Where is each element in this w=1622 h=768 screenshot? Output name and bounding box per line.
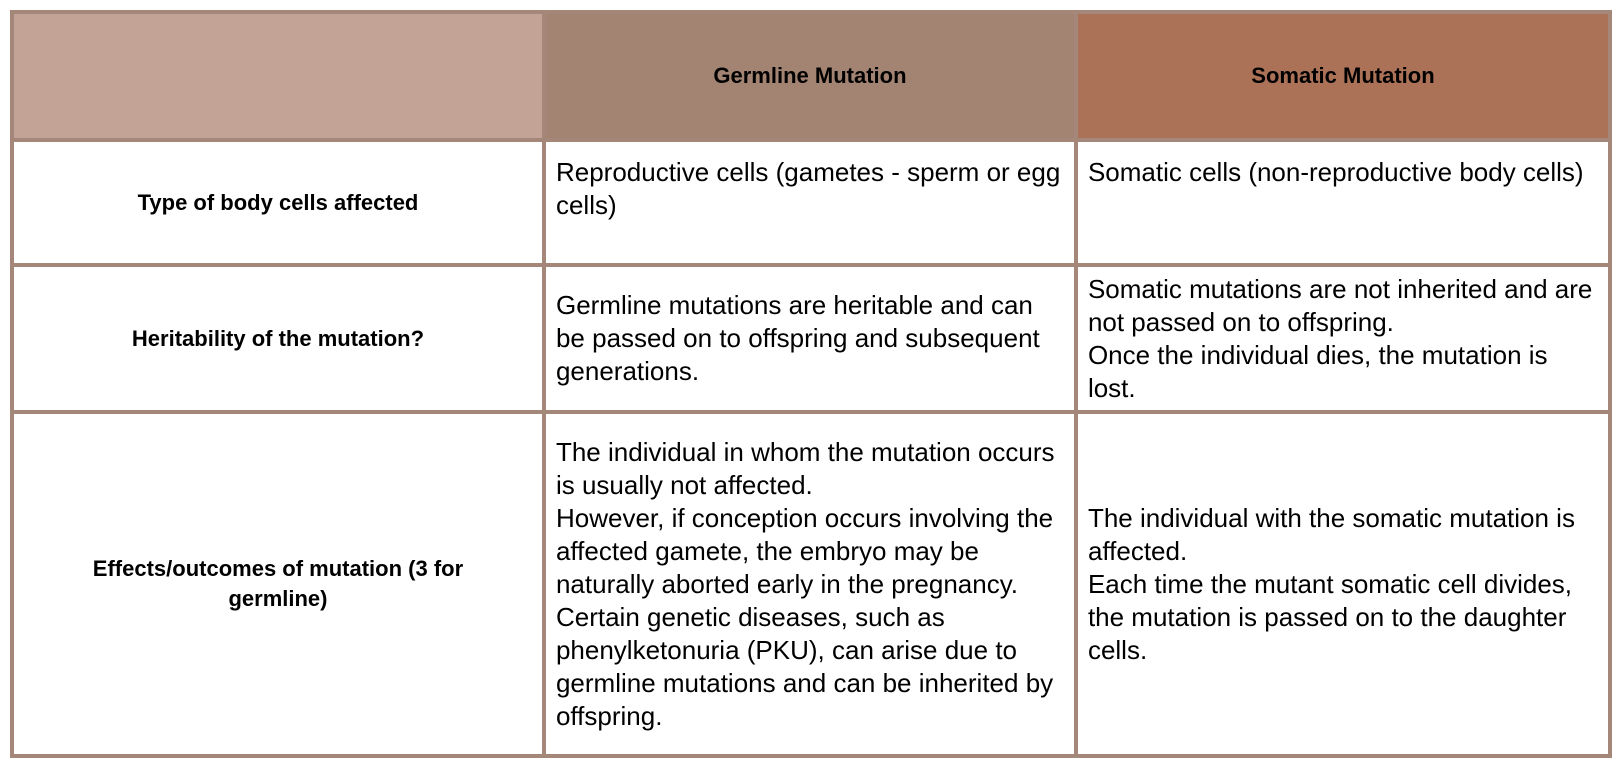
cell-text: Certain genetic diseases, such as phenylketonuria (PKU), can arise due to germline mutations and can be inherited by offspring. xyxy=(555,601,1054,731)
somatic-effects xyxy=(1078,414,1608,754)
cell-text: The individual in whom the mutation occurs is usually not affected. xyxy=(555,436,1055,500)
table-row xyxy=(14,414,1608,754)
cell-text: Each time the mutant somatic cell divides, the mutation is passed on to the daughter cells. xyxy=(1087,568,1573,665)
cell-text: Somatic cells (non-reproductive body cells) xyxy=(1087,157,1584,188)
comparison-table-frame xyxy=(10,10,1612,758)
cell-text: However, if conception occurs involving the affected gamete, the embryo may be naturally aborted early in the pregnancy. xyxy=(555,502,1054,599)
somatic-heritability xyxy=(1078,267,1608,411)
germline-heritability xyxy=(546,267,1074,411)
cell-text: Reproductive cells (gametes - sperm or egg cells) xyxy=(555,157,1061,221)
header-somatic-mutation: Somatic Mutation xyxy=(1078,14,1608,138)
cell-text: Once the individual dies, the mutation is lost. xyxy=(1087,339,1548,403)
germline-cell-types xyxy=(546,142,1074,262)
cell-text: Germline mutations are heritable and can be passed on to offspring and subsequent generations. xyxy=(555,290,1040,387)
header-germline-mutation: Germline Mutation xyxy=(546,14,1074,138)
header-blank-cell xyxy=(14,14,542,138)
cell-text: Somatic mutations are not inherited and are not passed on to offspring. xyxy=(1087,273,1593,337)
mutation-comparison-table xyxy=(10,10,1612,758)
table-row xyxy=(14,142,1608,262)
germline-effects xyxy=(546,414,1074,754)
row-label-heritability: Heritability of the mutation? xyxy=(14,267,542,411)
row-label-effects: Effects/outcomes of mutation (3 for germline) xyxy=(14,414,542,754)
row-label-cell-types: Type of body cells affected xyxy=(14,142,542,262)
table-row xyxy=(14,267,1608,411)
somatic-cell-types xyxy=(1078,142,1608,262)
cell-text: The individual with the somatic mutation is affected. xyxy=(1087,502,1575,566)
header-row xyxy=(14,14,1608,138)
